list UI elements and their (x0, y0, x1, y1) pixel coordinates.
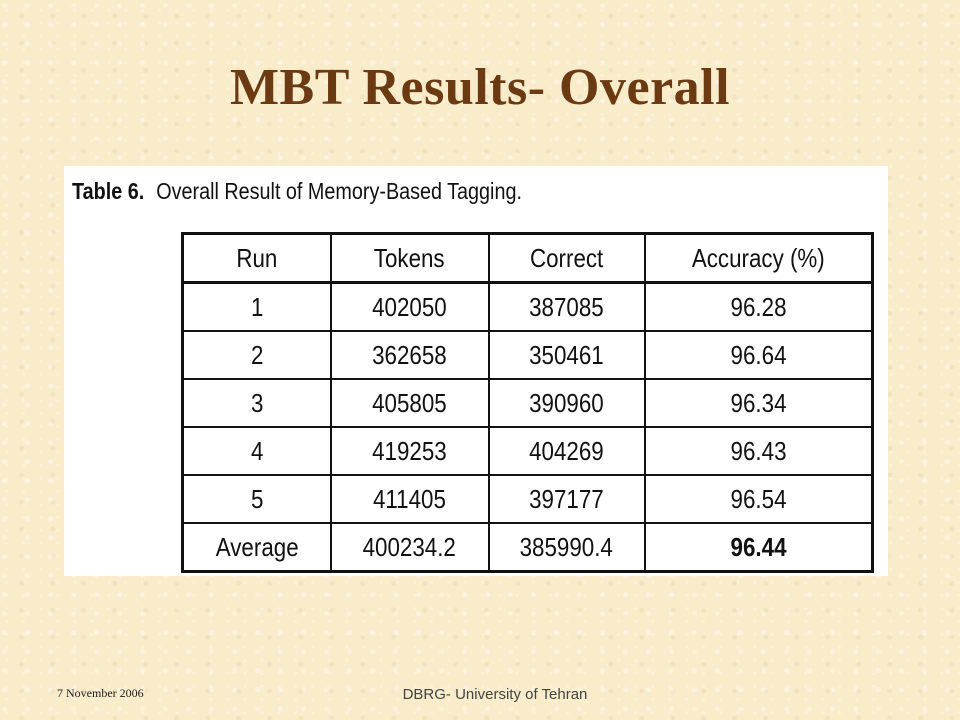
cell-tokens: 400234.2 (331, 523, 489, 572)
cell-accuracy: 96.54 (645, 475, 873, 523)
cell-accuracy: 96.64 (645, 331, 873, 379)
cell-accuracy: 96.28 (645, 283, 873, 332)
table-row (183, 331, 873, 379)
column-header-run: Run (183, 234, 331, 283)
cell-correct: 387085 (489, 283, 645, 332)
column-header-accuracy: Accuracy (%) (645, 234, 873, 283)
cell-correct: 385990.4 (489, 523, 645, 572)
slide-title: MBT Results- Overall (229, 59, 731, 116)
cell-accuracy: 96.44 (645, 523, 873, 572)
cell-tokens: 419253 (331, 427, 489, 475)
cell-correct: 350461 (489, 331, 645, 379)
table-row (183, 475, 873, 523)
cell-run: 3 (183, 379, 331, 427)
cell-correct: 390960 (489, 379, 645, 427)
cell-tokens: 402050 (331, 283, 489, 332)
table-header-row (183, 234, 873, 283)
table-row-average (183, 523, 873, 572)
cell-run: 1 (183, 283, 331, 332)
cell-run: 4 (183, 427, 331, 475)
column-header-correct: Correct (489, 234, 645, 283)
cell-run: Average (183, 523, 331, 572)
table-row (183, 427, 873, 475)
cell-tokens: 411405 (331, 475, 489, 523)
table-caption-label: Table 6. (72, 178, 145, 204)
cell-run: 5 (183, 475, 331, 523)
cell-correct: 397177 (489, 475, 645, 523)
cell-tokens: 405805 (331, 379, 489, 427)
table-row (183, 283, 873, 332)
table-figure (64, 166, 888, 576)
cell-run: 2 (183, 331, 331, 379)
column-header-tokens: Tokens (331, 234, 489, 283)
table-caption-text: Overall Result of Memory-Based Tagging. (156, 178, 522, 204)
footer-date: 7 November 2006 (57, 686, 144, 700)
table-row (183, 379, 873, 427)
footer-organization: DBRG- University of Tehran (402, 686, 588, 703)
cell-tokens: 362658 (331, 331, 489, 379)
results-table (181, 232, 874, 573)
cell-correct: 404269 (489, 427, 645, 475)
cell-accuracy: 96.34 (645, 379, 873, 427)
table-caption (72, 178, 522, 205)
cell-accuracy: 96.43 (645, 427, 873, 475)
